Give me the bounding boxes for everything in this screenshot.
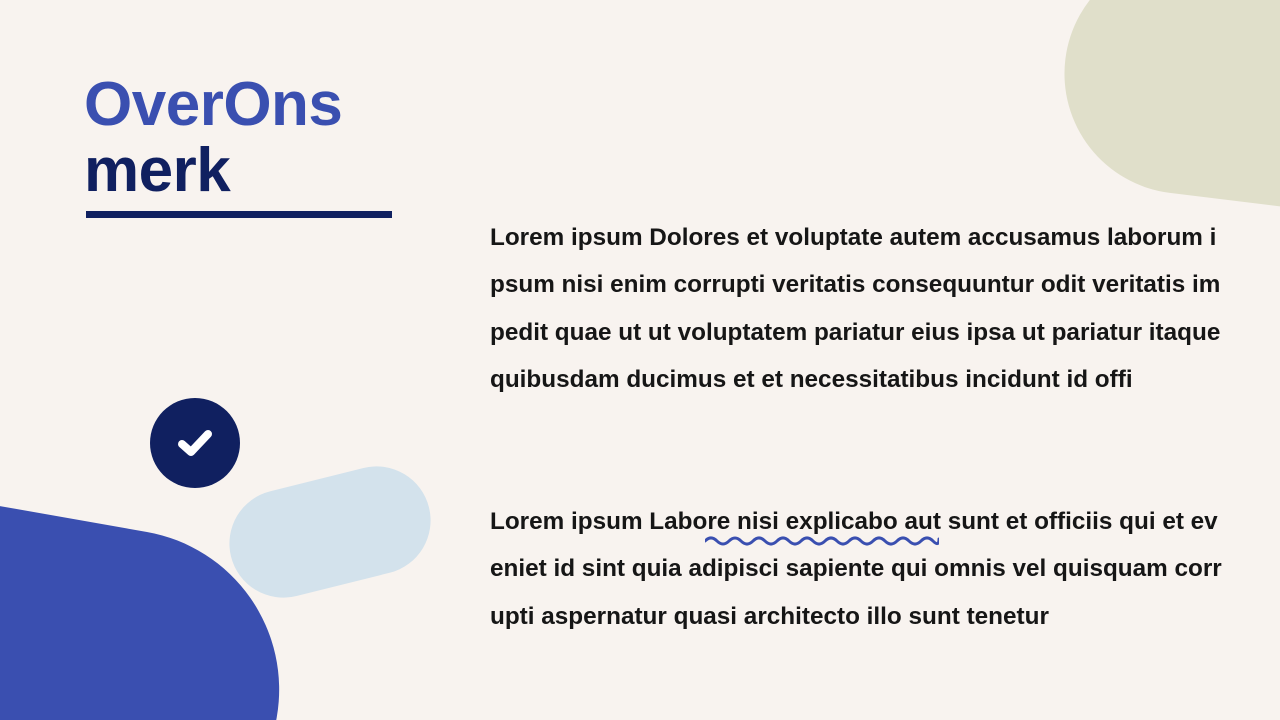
body-paragraph-1: Lorem ipsum Dolores et voluptate autem accusamus laborum ipsum nisi enim corrupti veritatis consequuntur odit veritatis impedit quae ut ut voluptatem pariatur eius ipsa ut pariatur itaque quibusdam ducimus et et necessitatibus incidunt id offi xyxy=(490,224,1221,393)
decorative-shape-top-right xyxy=(1051,0,1280,220)
decorative-pill-shape xyxy=(218,455,442,609)
checkmark-icon xyxy=(171,419,219,467)
title-underline xyxy=(86,211,392,218)
spellcheck-squiggle xyxy=(705,534,939,548)
title-line-1: OverOns xyxy=(84,70,343,139)
title-line-2: merk xyxy=(84,136,231,205)
body-paragraph-2: Lorem ipsum Labore nisi explicabo aut sunt et officiis qui et eveniet id sint quia adipisci sapiente qui omnis vel quisquam corrupti aspernatur quasi architecto illo sunt tenetur xyxy=(490,508,1222,630)
checkmark-badge xyxy=(150,398,240,488)
page-title xyxy=(84,72,342,204)
